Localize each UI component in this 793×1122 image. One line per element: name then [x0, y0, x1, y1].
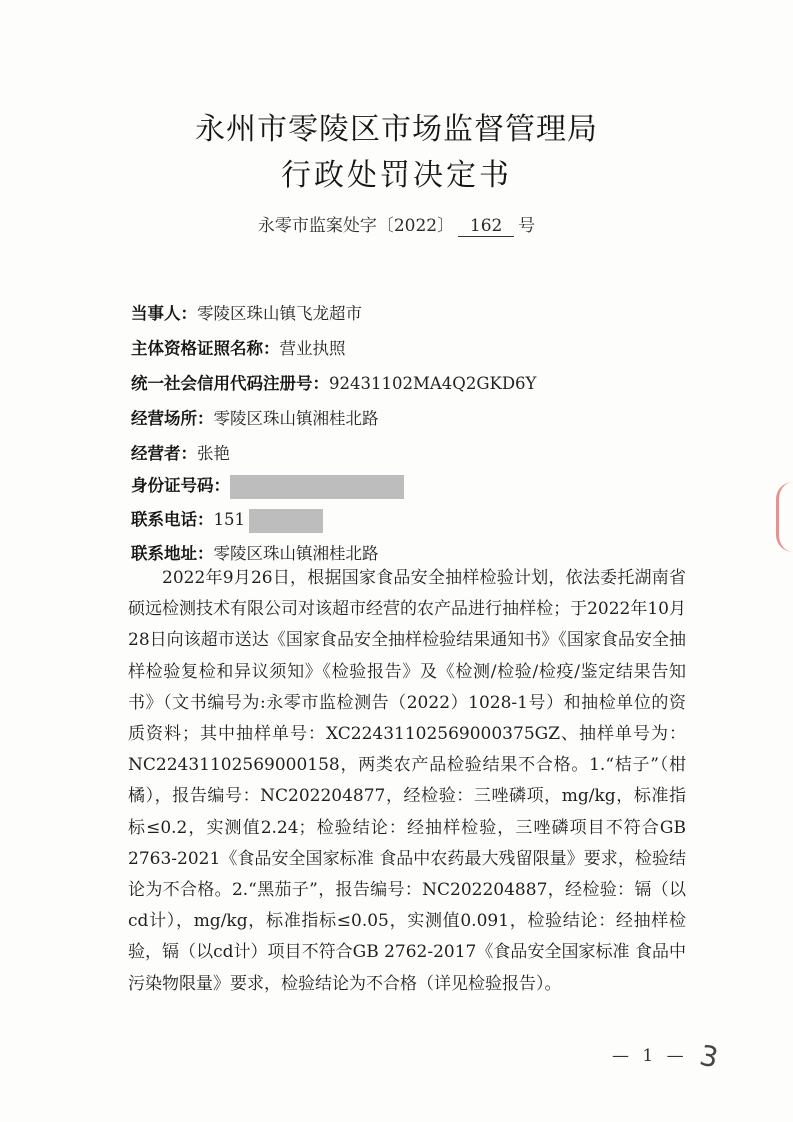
document-number: 162	[458, 216, 514, 237]
document-number-line	[0, 211, 793, 237]
phone-field	[131, 506, 323, 533]
credit-code-field	[131, 370, 536, 394]
field-label: 当事人：	[131, 304, 197, 323]
field-value: 零陵区珠山镇湘桂北路	[213, 544, 379, 563]
field-label: 联系电话：	[131, 510, 214, 529]
field-value: 零陵区珠山镇飞龙超市	[197, 304, 362, 323]
field-label: 经营场所：	[131, 409, 214, 428]
field-label: 经营者：	[131, 444, 197, 463]
operator-field	[131, 440, 230, 464]
address-field	[131, 540, 379, 564]
seal-edge-mark	[776, 482, 793, 552]
redaction-block	[230, 475, 404, 499]
id-number-field	[131, 472, 404, 499]
page-number: — 1 —	[612, 1046, 688, 1066]
redaction-block	[249, 509, 323, 533]
handwritten-mark: 3	[696, 1038, 722, 1075]
field-value: 92431102MA4Q2GKD6Y	[329, 374, 537, 393]
business-place-field	[131, 405, 379, 429]
field-label: 身份证号码：	[131, 476, 230, 495]
field-value: 营业执照	[279, 339, 346, 358]
agency-title: 永州市零陵区市场监督管理局	[195, 112, 598, 147]
field-value: 151	[213, 510, 245, 529]
document-number-suffix: 号	[518, 216, 536, 236]
field-label: 主体资格证照名称：	[131, 339, 280, 358]
field-label: 统一社会信用代码注册号：	[131, 374, 329, 393]
party-field	[131, 300, 362, 324]
case-facts-paragraph: 2022年9月26日，根据国家食品安全抽样检验计划，依法委托湖南省硕远检测技术有限公司对该超市经营的农产品进行抽样检；于2022年10月28日向该超市送达《国家食品安全抽样检验结果通知书》《国家食品安全抽样检验复检和异议须知》《检验报告》及《检测/检验/检疫/鉴定结果告知书》（文书编号为:永零市监检测告（2022）1028-1号）和抽检单位的资质资料；其中抽样单号：XC22431102569000375GZ、抽样单号为：NC22431102569000158，两类农产品检验结果不合格。1.“桔子”（柑橘），报告编号：NC202204877，经检验：三唑磷项，mg/kg，标准指标≤0.2，实测值2.24；检验结论：经抽样检验，三唑磷项目不符合GB 2763-2021《食品安全国家标准 食品中农药最大残留限量》要求，检验结论为不合格。2.“黑茄子”，报告编号：NC202204887，经检验：镉（以cd计），mg/kg，标准指标≤0.05，实测值0.091，检验结论：经抽样检验，镉（以cd计）项目不符合GB 2762-2017《食品安全国家标准 食品中污染物限量》要求，检验结论为不合格（详见检验报告）。	[128, 568, 686, 994]
document-title: 行政处罚决定书	[281, 158, 512, 193]
license-name-field	[131, 335, 346, 359]
document-number-prefix: 永零市监案处字〔2022〕	[257, 216, 455, 236]
field-value: 零陵区珠山镇湘桂北路	[213, 409, 379, 428]
field-label: 联系地址：	[131, 544, 214, 563]
field-value: 张艳	[197, 444, 230, 463]
